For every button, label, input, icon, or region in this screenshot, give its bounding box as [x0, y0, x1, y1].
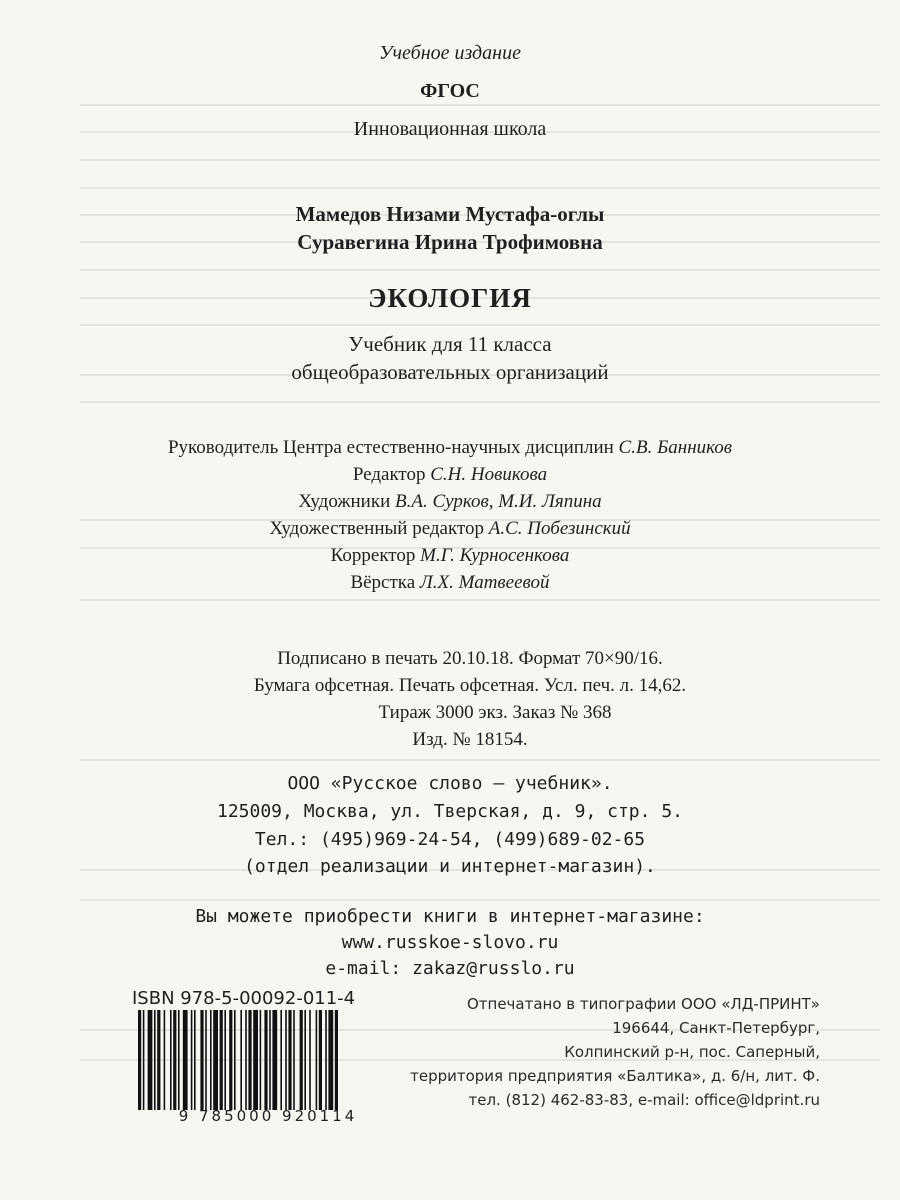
- barcode-bar: [304, 1010, 306, 1110]
- barcode-bar: [154, 1010, 156, 1110]
- credit-role: Руководитель Центра естественно-научных дисциплин: [167, 437, 614, 458]
- printer-line: Отпечатано в типографии ООО «ЛД-ПРИНТ»: [466, 995, 820, 1013]
- barcode-bar: [260, 1010, 262, 1110]
- barcode-bar: [272, 1010, 277, 1110]
- barcode-bar: [240, 1010, 242, 1110]
- barcode-bar: [164, 1010, 166, 1110]
- barcode-bar: [138, 1010, 141, 1110]
- publisher-line: ООО «Русское слово — учебник».: [287, 773, 613, 794]
- publisher-line: (отдел реализации и интернет-магазин).: [244, 856, 656, 877]
- printer-info-block: [400, 992, 820, 1112]
- barcode-bar: [234, 1010, 236, 1110]
- barcode: [128, 1010, 408, 1130]
- barcode-bar: [210, 1010, 212, 1110]
- printer-line: тел. (812) 462-83-83, e-mail: office@ldprint.ru: [468, 1091, 820, 1109]
- barcode-bar: [319, 1010, 322, 1110]
- standard-label: ФГОС: [420, 80, 480, 102]
- printer-line: территория предприятия «Балтика», д. 6/н, лит. Ф.: [410, 1067, 820, 1085]
- book-subtitle: Учебник для 11 класса: [348, 332, 552, 356]
- author-name: Суравегина Ирина Трофимовна: [297, 230, 603, 254]
- barcode-bar: [253, 1010, 258, 1110]
- credit-name: М.Г. Курносенкова: [420, 545, 570, 566]
- credit-line: [0, 572, 900, 594]
- credit-name: С.В. Банников: [618, 437, 733, 458]
- print-info-line: Изд. № 18154.: [412, 729, 528, 750]
- barcode-bar: [264, 1010, 267, 1110]
- barcode-bar: [293, 1010, 295, 1110]
- barcode-bar: [178, 1010, 180, 1110]
- credit-name: С.Н. Новикова: [430, 464, 548, 485]
- print-info-line: Тираж 3000 экз. Заказ № 368: [378, 702, 612, 723]
- barcode-bar: [224, 1010, 226, 1110]
- printer-line: Колпинский р-н, пос. Саперный,: [564, 1043, 820, 1061]
- series-label: Учебное издание: [379, 42, 521, 64]
- barcode-bar: [191, 1010, 193, 1110]
- shop-email[interactable]: e-mail: zakaz@russlo.ru: [325, 958, 575, 979]
- book-subtitle: общеобразовательных организаций: [291, 360, 609, 384]
- credit-line: [0, 491, 900, 513]
- barcode-bar: [200, 1010, 203, 1110]
- credit-name: А.С. Побезинский: [488, 518, 631, 539]
- barcode-bar: [183, 1010, 188, 1110]
- credit-line: [0, 464, 900, 486]
- publisher-line: Тел.: (495)969-24-54, (499)689-02-65: [254, 829, 646, 850]
- barcode-bar: [288, 1010, 291, 1110]
- author-name: Мамедов Низами Мустафа-оглы: [295, 202, 605, 226]
- shop-line: Вы можете приобрести книги в интернет-магазине:: [195, 906, 705, 927]
- barcode-bar: [300, 1010, 303, 1110]
- credit-role: Корректор: [330, 545, 416, 566]
- credit-line: [0, 437, 900, 459]
- barcode-bar: [280, 1010, 282, 1110]
- print-info-line: Бумага офсетная. Печать офсетная. Усл. печ. л. 14,62.: [253, 675, 687, 696]
- print-info-line: Подписано в печать 20.10.18. Формат 70×90/16.: [277, 648, 663, 669]
- barcode-bar: [220, 1010, 223, 1110]
- barcode-bar: [269, 1010, 271, 1110]
- credit-name: Л.Х. Матвеевой: [419, 572, 550, 593]
- barcode-bar: [316, 1010, 318, 1110]
- barcode-bar: [335, 1010, 338, 1110]
- barcode-bar: [325, 1010, 327, 1110]
- credit-line: [0, 545, 900, 567]
- barcode-bar: [194, 1010, 196, 1110]
- credit-role: Художественный редактор: [269, 518, 485, 539]
- printer-line: 196644, Санкт-Петербург,: [612, 1019, 820, 1037]
- publisher-line: 125009, Москва, ул. Тверская, д. 9, стр. 5.: [217, 801, 683, 822]
- barcode-bar: [245, 1010, 247, 1110]
- barcode-bar: [170, 1010, 172, 1110]
- credit-role: Художники: [298, 491, 391, 512]
- isbn-label: ISBN 978-5-00092-011-4: [132, 988, 356, 1009]
- barcode-bar: [148, 1010, 153, 1110]
- collection-label: Инновационная школа: [353, 118, 547, 140]
- barcode-bar: [213, 1010, 218, 1110]
- barcode-bar: [309, 1010, 311, 1110]
- book-title: ЭКОЛОГИЯ: [368, 283, 532, 313]
- shop-url[interactable]: www.russkoe-slovo.ru: [341, 932, 559, 953]
- barcode-bar: [328, 1010, 333, 1110]
- credit-role: Вёрстка: [350, 572, 416, 593]
- barcode-icon: [128, 1010, 408, 1110]
- credit-role: Редактор: [352, 464, 426, 485]
- credit-name: В.А. Сурков, М.И. Ляпина: [395, 491, 602, 512]
- barcode-bar: [173, 1010, 176, 1110]
- barcode-bar: [248, 1010, 251, 1110]
- barcode-bar: [205, 1010, 207, 1110]
- barcode-bar: [157, 1010, 160, 1110]
- credit-line: [0, 518, 900, 540]
- barcode-bar: [285, 1010, 287, 1110]
- barcode-bar: [143, 1010, 145, 1110]
- barcode-bar: [229, 1010, 232, 1110]
- barcode-digits: 9 785000 920114: [178, 1107, 358, 1125]
